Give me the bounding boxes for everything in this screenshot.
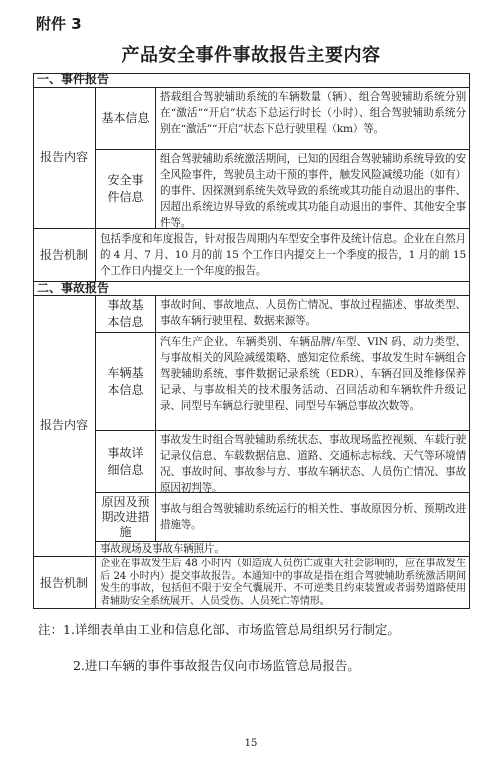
section2-mechanism-text: 企业在事故发生后 48 小时内（如造成人员伤亡或重大社会影响的，应在事故发生后 24 小时内）提交事故报告。本通知中的事故是指在组合驾驶辅助系统激活期间发生的事故，包括但不限于安全气囊展开、不可逆类且约束装置或者弱势道路使用者辅助安全系统展开、人员受伤、人员死亡等情形。 bbox=[100, 558, 466, 607]
section2-report-content-label: 报告内容 bbox=[39, 418, 88, 432]
note-1: 注：1.详细表单由工业和信息化部、市场监管总局组织另行制定。 bbox=[38, 622, 400, 637]
accident-detail-label: 事故详细信息 bbox=[107, 445, 144, 477]
section1-mechanism-text: 包括季度和年度报告，针对报告周期内车型安全事件及统计信息。企业在自然月的 4 月、7 月、10 月的前 15 个工作日内提交上一个季度的报告，1 月的前 15 个工作日内提交上一个年度的报告。 bbox=[100, 233, 466, 277]
vehicle-basic-label: 车辆基本信息 bbox=[107, 365, 144, 397]
page-title: 产品安全事件事故报告主要内容 bbox=[121, 45, 381, 66]
divider bbox=[95, 229, 96, 281]
section1-heading: 一、事件报告 bbox=[37, 72, 110, 86]
accident-basic-text: 事故时间、事故地点、人员伤亡情况、事故过程描述、事故类型、事故车辆行驶里程、数据来源等。 bbox=[160, 299, 466, 327]
section1-mechanism-label: 报告机制 bbox=[39, 247, 88, 262]
section2-mechanism-label: 报告机制 bbox=[39, 575, 88, 590]
accident-basic-label: 事故基本信息 bbox=[107, 298, 144, 329]
section2-heading: 二、事故报告 bbox=[33, 281, 470, 294]
cause-improvement-label: 原因及预期改进措施 bbox=[101, 494, 150, 539]
attachment-label: 附件 3 bbox=[36, 15, 82, 33]
divider bbox=[95, 557, 96, 609]
page-number: 15 bbox=[244, 738, 258, 749]
basic-info-text: 搭载组合驾驶辅助系统的车辆数量（辆）、组合驾驶辅助系统分别在“激活”“开启”状态下总运行时长（小时）、组合驾驶辅助系统分别在“激活”“开启”状态下总行驶里程（km）等。 bbox=[160, 91, 466, 135]
divider bbox=[33, 228, 470, 229]
cause-improvement-text: 事故与组合驾驶辅助系统运行的相关性、事故原因分析、预期改进措施等。 bbox=[160, 503, 466, 531]
section1-report-content-label: 报告内容 bbox=[39, 150, 88, 164]
divider bbox=[155, 87, 156, 228]
safety-event-label: 安全事件信息 bbox=[107, 173, 144, 204]
vehicle-basic-text: 汽车生产企业、车辆类别、车辆品牌/车型、VIN 码、动力类型、与事故相关的风险减缓策略、感知定位系统、事故发生时车辆组合驾驶辅助系统、事件数据记录系统（EDR）、车辆召回及维修保养记录、与事故相关的技术服务活动、召回活动和车辆软件升级记录、同型号车辆总行驶里程、同型号车辆总事故次数等。 bbox=[160, 336, 466, 412]
safety-event-text: 组合驾驶辅助系统激活期间，已知的因组合驾驶辅助系统导致的安全风险事件，驾驶员主动干预的事件，触发风险减缓功能（如有）的事件、因探测到系统失效导致的系统或其功能自动退出的事件、因超出系统边界导致的系统或其功能自动退出的事件、其他安全事件等。 bbox=[160, 153, 466, 228]
accident-photos-text: 事故现场及事故车辆照片。 bbox=[100, 543, 225, 555]
basic-info-label: 基本信息 bbox=[101, 110, 150, 125]
accident-detail-text: 事故发生时组合驾驶辅助系统状态、事故现场监控视频、车载行驶记录仪信息、车载数据信息、道路、交通标志标线、天气等环境情况、事故时间、事故参与方、事故车辆状态、人员伤亡情况、事故原因初判等。 bbox=[160, 434, 466, 492]
note-2: 2.进口车辆的事件事故报告仅向市场监管总局报告。 bbox=[73, 658, 360, 673]
divider bbox=[33, 556, 470, 557]
